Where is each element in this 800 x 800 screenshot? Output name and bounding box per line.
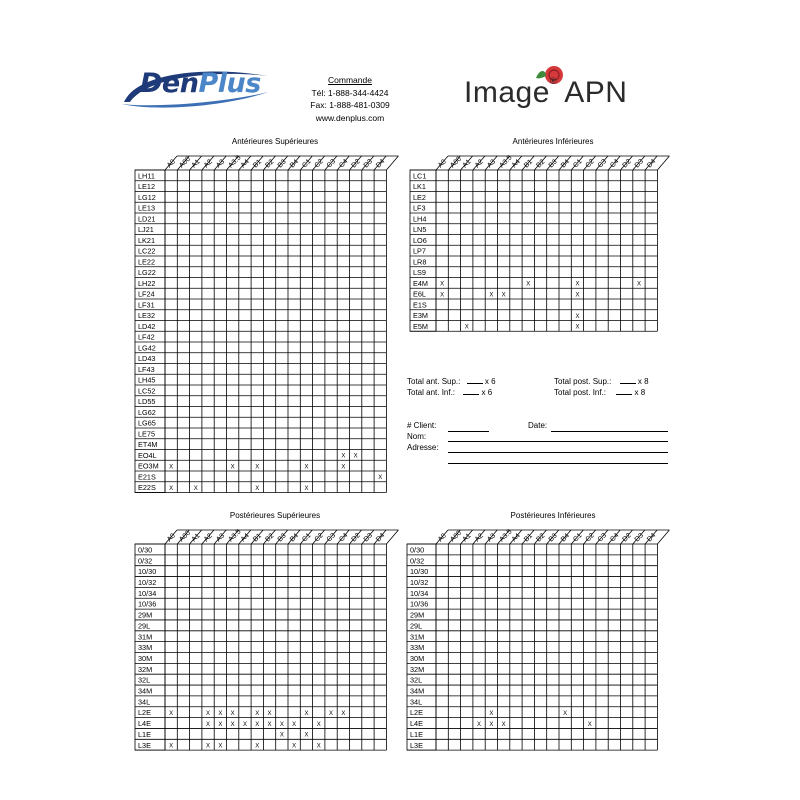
row-label: LD42 <box>138 321 156 331</box>
client-field[interactable] <box>448 431 489 432</box>
row-label: 0/32 <box>138 556 153 566</box>
row-label: LG65 <box>138 418 156 428</box>
column-header: A0 <box>165 532 177 544</box>
column-header: D4 <box>375 158 387 170</box>
nom-label: Nom: <box>407 432 427 441</box>
denplus-logo-text: DenPlus <box>140 68 261 99</box>
order-mark[interactable]: X <box>206 711 211 717</box>
column-header: A1 <box>190 532 202 544</box>
row-label: LF3 <box>413 203 426 213</box>
column-header: A0 <box>436 532 448 544</box>
row-label: 34L <box>410 697 423 707</box>
row-label: 31M <box>410 632 425 642</box>
order-mark[interactable]: X <box>242 721 247 728</box>
order-mark[interactable]: X <box>292 743 297 750</box>
row-label: LF42 <box>138 332 155 342</box>
row-label: 0/30 <box>138 545 153 555</box>
column-header: D4 <box>646 158 658 170</box>
row-label: L4E <box>138 719 151 729</box>
column-header: A1 <box>190 158 202 170</box>
column-header: C3 <box>325 532 338 544</box>
order-mark[interactable]: X <box>526 281 531 288</box>
column-header: D2 <box>621 532 633 544</box>
order-mark[interactable]: X <box>279 721 284 728</box>
column-header: A3.5 <box>498 528 514 544</box>
order-mark[interactable]: X <box>477 721 482 728</box>
order-mark[interactable]: X <box>341 711 346 717</box>
row-label: LE13 <box>138 203 156 213</box>
row-label: 33M <box>410 643 425 653</box>
row-label: LC52 <box>138 386 156 396</box>
column-header: C1 <box>301 158 313 170</box>
column-header: A00 <box>178 529 193 544</box>
column-header: D3 <box>633 532 646 544</box>
column-header: A3 <box>486 158 498 170</box>
order-mark[interactable]: X <box>587 721 592 728</box>
phone-text: Tél: 1-888-344-4424 <box>311 87 389 98</box>
column-header: A0 <box>165 158 177 170</box>
row-label: 29L <box>138 621 151 631</box>
column-header: D2 <box>350 158 362 170</box>
total-ant-inf-field[interactable] <box>463 394 479 395</box>
column-header: A2 <box>473 158 485 170</box>
date-label: Date: <box>528 421 548 430</box>
order-mark[interactable]: X <box>206 743 211 750</box>
column-header: A4 <box>239 532 251 544</box>
order-mark[interactable]: X <box>501 292 506 299</box>
row-label: LH4 <box>413 214 427 224</box>
row-label: 33M <box>138 643 153 653</box>
row-label: E3M <box>413 311 429 321</box>
order-mark[interactable]: X <box>218 743 223 750</box>
client-label: # Client: <box>407 421 437 430</box>
order-mark[interactable]: X <box>304 464 309 471</box>
order-mark[interactable]: X <box>316 743 321 750</box>
row-label: LE75 <box>138 429 156 439</box>
row-label: LG62 <box>138 407 156 417</box>
row-label: LH45 <box>138 375 156 385</box>
row-label: LD21 <box>138 214 156 224</box>
column-header: B1 <box>523 158 535 170</box>
column-header: D4 <box>646 532 658 544</box>
order-mark[interactable]: X <box>489 721 494 728</box>
column-header: A4 <box>510 532 522 544</box>
row-label: 10/30 <box>410 567 429 577</box>
row-label: LR8 <box>413 257 427 267</box>
row-label: 0/30 <box>410 545 425 555</box>
order-mark[interactable]: X <box>304 711 309 717</box>
row-label: 10/36 <box>410 599 429 609</box>
website-link[interactable]: www.denplus.com <box>315 112 385 123</box>
order-mark[interactable]: X <box>169 711 174 717</box>
row-label: LH11 <box>138 171 155 181</box>
order-mark[interactable]: X <box>316 721 321 728</box>
order-mark[interactable]: X <box>636 281 641 288</box>
order-mark[interactable]: X <box>501 721 506 728</box>
row-label: LC1 <box>413 171 427 181</box>
nom-field[interactable] <box>448 441 668 442</box>
order-mark[interactable]: X <box>304 485 309 492</box>
order-mark[interactable]: X <box>255 711 260 717</box>
order-mark[interactable]: X <box>464 324 469 331</box>
column-header: A0 <box>436 158 448 170</box>
order-mark[interactable]: X <box>378 475 383 482</box>
order-mark[interactable]: X <box>218 721 223 728</box>
column-header: A3.5 <box>227 528 243 544</box>
row-label: 34M <box>410 686 425 696</box>
row-label: 34M <box>138 686 153 696</box>
column-header: A3.5 <box>227 154 243 170</box>
order-mark[interactable]: X <box>206 721 211 728</box>
row-label: LF24 <box>138 289 155 299</box>
row-label: 10/36 <box>138 599 157 609</box>
image-apn-text: Image® APN <box>464 76 628 109</box>
row-label: ET4M <box>138 440 158 450</box>
row-label: L1E <box>138 729 151 739</box>
row-label: L2E <box>410 708 423 718</box>
row-label: 32L <box>410 675 423 685</box>
column-header: C3 <box>596 158 609 170</box>
order-mark[interactable]: X <box>279 732 284 739</box>
total-post-sup-label: Total post. Sup.: <box>554 377 612 386</box>
row-label: LG12 <box>138 192 156 202</box>
column-header: B2 <box>264 158 276 170</box>
column-header: A00 <box>449 529 464 544</box>
total-post-inf <box>554 388 645 397</box>
commande-title: Commande <box>328 75 372 85</box>
row-label: L3E <box>138 740 151 750</box>
row-label: E22S <box>138 483 156 493</box>
row-label: LK1 <box>413 182 426 192</box>
column-header: A3.5 <box>498 154 514 170</box>
order-mark[interactable]: X <box>575 313 580 320</box>
total-ant-inf-mult: x 6 <box>481 388 493 397</box>
total-post-inf-mult: x 8 <box>634 388 646 397</box>
adresse-field-1[interactable] <box>448 452 668 453</box>
column-header: B3 <box>276 158 288 170</box>
total-ant-sup-label: Total ant. Sup.: <box>407 377 461 386</box>
column-header: B3 <box>276 532 288 544</box>
total-ant-sup <box>407 377 496 386</box>
row-label: 0/32 <box>410 556 425 566</box>
row-label: 10/32 <box>410 578 429 587</box>
order-mark[interactable]: X <box>292 721 297 728</box>
ant-sup-title: Antérieures Supérieures <box>231 137 319 146</box>
column-header: D3 <box>633 158 646 170</box>
column-header: B3 <box>547 532 559 544</box>
row-label: 29L <box>410 621 423 631</box>
row-label: LN5 <box>413 225 427 235</box>
order-mark[interactable]: X <box>255 485 260 492</box>
order-mark[interactable]: X <box>169 485 174 492</box>
order-mark[interactable]: X <box>255 464 260 471</box>
row-label: 29M <box>138 610 153 620</box>
row-label: 30M <box>138 653 153 663</box>
row-label: LK21 <box>138 235 156 245</box>
row-label: 32L <box>138 675 151 685</box>
order-mark[interactable]: X <box>218 711 223 717</box>
row-label: LP7 <box>413 246 426 256</box>
row-label: L2E <box>138 708 151 718</box>
row-label: 32M <box>138 664 153 674</box>
row-label: LF43 <box>138 364 155 374</box>
row-label: LH22 <box>138 278 156 288</box>
order-mark[interactable]: X <box>230 721 235 728</box>
row-label: E21S <box>138 472 156 482</box>
order-mark[interactable]: X <box>193 485 198 492</box>
total-ant-sup-field[interactable] <box>467 383 483 384</box>
column-header: C1 <box>572 158 584 170</box>
row-label: LE22 <box>138 257 156 267</box>
row-label: 10/32 <box>138 578 157 587</box>
fax-text: Fax: 1-888-481-0309 <box>310 100 390 110</box>
row-label: LF31 <box>138 300 155 310</box>
column-header: C1 <box>301 532 313 544</box>
date-field[interactable] <box>551 431 668 432</box>
column-header: C1 <box>572 532 584 544</box>
column-header: B4 <box>559 158 571 170</box>
row-label: 10/34 <box>138 588 157 598</box>
post-inf-title: Postérieures Inférieures <box>510 511 596 520</box>
order-mark[interactable]: X <box>230 464 235 471</box>
order-mark[interactable]: X <box>255 743 260 750</box>
row-label: LE32 <box>138 311 156 321</box>
row-label: 29M <box>410 610 425 620</box>
column-header: D2 <box>621 158 633 170</box>
column-header: A2 <box>202 532 214 544</box>
column-header: A1 <box>461 158 473 170</box>
row-label: 30M <box>410 653 425 663</box>
row-label: L3E <box>410 740 423 750</box>
column-header: D3 <box>362 532 375 544</box>
order-mark[interactable]: X <box>304 732 309 739</box>
row-label: EO3M <box>138 461 159 471</box>
total-post-sup-mult: x 8 <box>637 377 649 386</box>
column-header: D2 <box>350 532 362 544</box>
column-header: A4 <box>510 158 522 170</box>
row-label: LJ21 <box>138 225 154 235</box>
order-mark[interactable]: X <box>489 292 494 299</box>
column-header: B3 <box>547 158 559 170</box>
row-label: LE12 <box>138 182 156 192</box>
column-header: A3 <box>486 532 498 544</box>
column-header: C2 <box>313 532 325 544</box>
row-label: LG42 <box>138 343 156 353</box>
ant-inf-title: Antérieures Inférieures <box>512 137 594 146</box>
order-mark[interactable]: X <box>267 721 272 728</box>
column-header: B2 <box>264 532 276 544</box>
total-ant-sup-mult: x 6 <box>484 377 496 386</box>
column-header: B2 <box>535 532 547 544</box>
row-label: 34L <box>138 697 151 707</box>
total-post-sup <box>554 377 649 386</box>
column-header: D4 <box>375 532 387 544</box>
total-ant-inf-label: Total ant. Inf.: <box>407 388 456 397</box>
column-header: A1 <box>461 532 473 544</box>
total-post-inf-field[interactable] <box>616 394 632 395</box>
order-mark[interactable]: X <box>575 292 580 299</box>
order-mark[interactable]: X <box>341 464 346 471</box>
row-label: L1E <box>410 729 423 739</box>
row-label: 32M <box>410 664 425 674</box>
row-label: E6L <box>413 289 426 299</box>
row-label: LD43 <box>138 354 156 364</box>
row-label: LD55 <box>138 397 156 407</box>
column-header: C3 <box>325 158 338 170</box>
order-mark[interactable]: X <box>489 711 494 717</box>
row-label: 10/34 <box>410 588 429 598</box>
column-header: A00 <box>449 155 464 170</box>
column-header: A3 <box>215 158 227 170</box>
column-header: A2 <box>202 158 214 170</box>
order-mark[interactable]: X <box>169 743 174 750</box>
order-mark[interactable]: X <box>341 453 346 460</box>
column-header: C2 <box>584 158 596 170</box>
column-header: D3 <box>362 158 375 170</box>
column-header: B1 <box>523 532 535 544</box>
total-post-sup-field[interactable] <box>620 383 636 384</box>
order-mark[interactable]: X <box>169 464 174 471</box>
total-ant-inf <box>407 388 492 397</box>
column-header: C4 <box>609 532 621 544</box>
column-header: B4 <box>559 532 571 544</box>
row-label: L4E <box>410 719 423 729</box>
column-header: A00 <box>178 155 193 170</box>
column-header: C4 <box>338 532 350 544</box>
row-label: LO6 <box>413 235 427 245</box>
order-mark[interactable]: X <box>329 711 334 717</box>
adresse-label: Adresse: <box>407 443 439 452</box>
row-label: EO4L <box>138 450 157 460</box>
row-label: LC22 <box>138 246 156 256</box>
row-label: LG22 <box>138 268 156 278</box>
row-label: 10/30 <box>138 567 157 577</box>
order-mark[interactable]: X <box>575 281 580 288</box>
row-label: E5M <box>413 321 429 331</box>
column-header: C2 <box>584 532 596 544</box>
order-mark[interactable]: X <box>563 711 568 717</box>
order-mark[interactable]: X <box>267 711 272 717</box>
column-header: C3 <box>596 532 609 544</box>
row-label: LE2 <box>413 192 426 202</box>
column-header: B4 <box>288 532 300 544</box>
order-mark[interactable]: X <box>353 453 358 460</box>
row-label: E1S <box>413 300 427 310</box>
order-mark[interactable]: X <box>255 721 260 728</box>
column-header: A3 <box>215 532 227 544</box>
row-label: E4M <box>413 278 429 288</box>
column-header: B4 <box>288 158 300 170</box>
column-header: A2 <box>473 532 485 544</box>
order-mark[interactable]: X <box>440 292 445 299</box>
column-header: C4 <box>338 158 350 170</box>
row-label: 31M <box>138 632 153 642</box>
column-header: B1 <box>252 158 264 170</box>
column-header: C4 <box>609 158 621 170</box>
column-header: A4 <box>239 158 251 170</box>
order-mark[interactable]: X <box>440 281 445 288</box>
column-header: B1 <box>252 532 264 544</box>
order-mark[interactable]: X <box>575 324 580 331</box>
total-post-inf-label: Total post. Inf.: <box>554 388 607 397</box>
row-label: LS9 <box>413 268 426 278</box>
post-sup-title: Postérieures Supérieures <box>229 511 321 520</box>
column-header: B2 <box>535 158 547 170</box>
adresse-field-2[interactable] <box>448 463 668 464</box>
column-header: C2 <box>313 158 325 170</box>
order-mark[interactable]: X <box>230 711 235 717</box>
